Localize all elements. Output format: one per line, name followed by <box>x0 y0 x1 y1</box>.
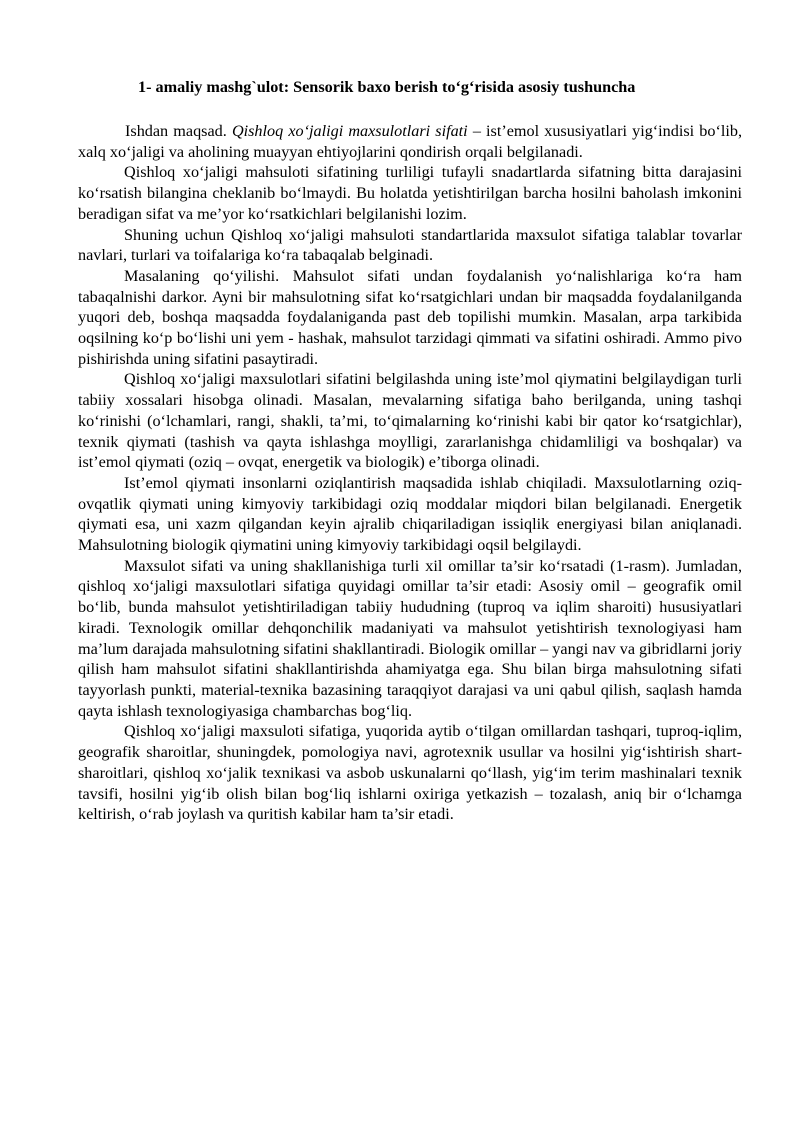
goal-text: – ist’emol xususiyatlari yig‘indisi bo‘lib, xalq xo‘jaligi va aholining muayyan ehtiyojlarini qondirish orqali belgilanadi. <box>78 122 743 161</box>
goal-italic-term: Qishloq xo‘jaligi maxsulotlari sifati <box>231 122 468 140</box>
goal-lead: Ishdan maqsad. <box>125 122 232 140</box>
document-body <box>78 121 742 825</box>
paragraph: Shuning uchun Qishloq xo‘jaligi mahsuloti standartlarida maxsulot sifatiga talablar tovarlar navlari, turlari va toifalariga ko‘ra tabaqalab belginadi. <box>78 225 742 265</box>
paragraph: Ist’emol qiymati insonlarni oziqlantirish maqsadida ishlab chiqiladi. Maxsulotlarning oziq-ovqatlik qiymati uning kimyoviy tarkibidagi oziq moddalar miqdori bilan belgilanadi. Energetik qiymati esa, uni xazm qilgandan keyin ajralib chiqariladigan issiqlik energiyasi bilan aniqlanadi. Mahsulotning biologik qiymatini uning kimyoviy tarkibidagi oqsil belgilaydi. <box>78 473 742 555</box>
paragraph-goal <box>78 121 742 162</box>
paragraph: Qishloq xo‘jaligi maxsulotlari sifatini belgilashda uning iste’mol qiymatini belgilaydigan turli tabiiy xossalari hisobga olinadi. Masalan, mevalarning sifatiga baho berilganda, uning tashqi ko‘rinishi (o‘lchamlari, rangi, shakli, ta’mi, to‘qimalarning ko‘rinishi kabi bir qator ko‘rsatgichlar), texnik qiymati (tashish va qayta ishlashga moylligi, zararlanishga chidamliligi va boshqalar) va ist’emol qiymati (oziq – ovqat, energetik va biologik) e’tiborga olinadi. <box>78 370 742 472</box>
paragraph: Maxsulot sifati va uning shakllanishiga turli xil omillar ta’sir ko‘rsatadi (1-rasm). Jumladan, qishloq xo‘jaligi maxsulotlari sifatiga quyidagi omillar ta’sir etadi: Asosiy omil – geografik omil bo‘lib, bunda mahsulot yetishtiriladigan tabiiy hududning (tuproq va iqlim sharoiti) hususiyatlari kiradi. Texnologik omillar dehqonchilik madaniyati va mahsulot yetishtirish texnologiyasi ham ma’lum darajada mahsulotning sifatini shakllantiradi. Biologik omillar – yangi nav va gibridlarni joriy qilish ham mahsulot sifatini shakllantirishda ahamiyatga ega. Shu bilan birga mahsulotning sifati tayyorlash punkti, material-texnika bazasining taraqqiyot darajasi va uni qabul qilish, saqlash hamda qayta ishlash texnologiyasiga chambarchas bog‘liq. <box>78 556 742 720</box>
paragraph: Qishloq xo‘jaligi mahsuloti sifatining turliligi tufayli snadartlarda sifatning bitta darajasini ko‘rsatish bilangina cheklanib bo‘lmaydi. Bu holatda yetishtirilgan barcha hosilni baholash imkonini beradigan sifat va me’yor ko‘rsatkichlari belgilanishi lozim. <box>78 163 742 223</box>
paragraph: Masalaning qo‘yilishi. Mahsulot sifati undan foydalanish yo‘nalishlariga ko‘ra ham tabaqalnishi darkor. Ayni bir mahsulotning sifat ko‘rsatgichlari undan bir maqsadda foydalanilganda yuqori deb, boshqa maqsadda foydalaniganda past deb topilishi mumkin. Masalan, arpa tarkibida oqsilning ko‘p bo‘lishi uni yem - hashak, mahsulot tarzidagi qimmati va sifatini oshiradi. Ammo pivo pishirishda uning sifatini pasaytiradi. <box>78 266 742 368</box>
page-title: 1- amaliy mashg`ulot: Sensorik baxo berish to‘g‘risida asosiy tushuncha <box>138 78 636 96</box>
paragraph: Qishloq xo‘jaligi maxsuloti sifatiga, yuqorida aytib o‘tilgan omillardan tashqari, tuproq-iqlim, geografik sharoitlar, shuningdek, pomologiya navi, agrotexnik usullar va hosilni yig‘ishtirish shart-sharoitlari, qishloq xo‘jalik texnikasi va asbob uskunalarni qo‘llash, yig‘im terim mashinalari texnik tavsifi, hosilni yig‘ib olish bilan bog‘liq ishlarni oxiriga yetkazish – tozalash, aniq bir o‘lchamga keltirish, o‘rab joylash va quritish kabilar ham ta’sir etadi. <box>78 722 742 824</box>
